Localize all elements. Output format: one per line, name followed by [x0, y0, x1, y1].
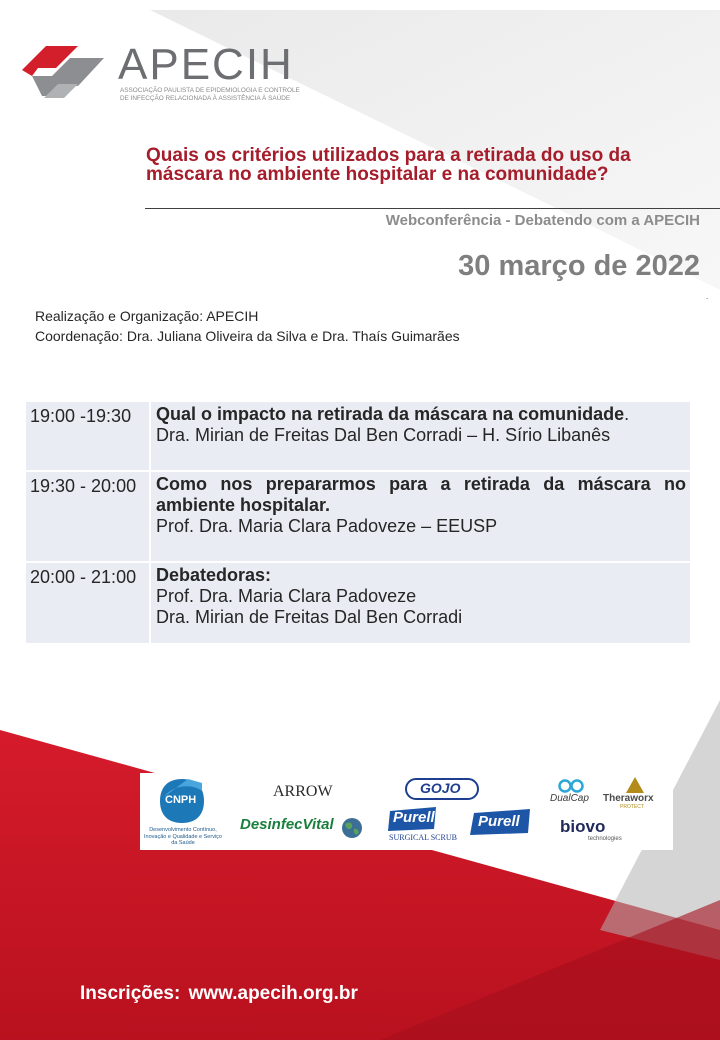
desinfecvital-logo: DesinfecVital	[240, 816, 334, 833]
biovo-subtitle: technologies	[588, 836, 622, 842]
coordenacao-text: Coordenação: Dra. Juliana Oliveira da Silva e Dra. Thaís Guimarães	[35, 328, 460, 344]
divider	[145, 208, 720, 209]
globe-icon	[340, 817, 364, 839]
purell-label-2: Purell	[478, 813, 520, 830]
logo-name: APECIH	[118, 40, 294, 89]
realizacao-text: Realização e Organização: APECIH	[35, 308, 259, 324]
agenda-time: 19:30 - 20:00	[26, 471, 150, 562]
table-row	[26, 402, 690, 471]
dualcap-icon	[556, 779, 586, 793]
cnph-subtitle: Desenvolvimento Contínuo, Inovação e Qualidade e Serviço da Saúde	[144, 827, 222, 846]
logo-subtitle-line: ASSOCIAÇÃO PAULISTA DE EPIDEMIOLOGIA E CONTROLE	[120, 87, 300, 94]
agenda-title-suffix: .	[624, 404, 630, 424]
agenda-speaker: Prof. Dra. Maria Clara Padoveze	[156, 586, 417, 606]
dot-mark: .	[706, 292, 709, 301]
apecih-logo	[22, 40, 302, 104]
agenda-title: Como nos prepararmos para a retirada da máscara no ambiente hospitalar.	[156, 474, 686, 515]
agenda-speaker: Prof. Dra. Maria Clara Padoveze – EEUSP	[156, 516, 498, 536]
event-type: Webconferência - Debatendo com a APECIH	[385, 212, 700, 229]
agenda-title: Debatedoras:	[156, 565, 272, 585]
theraworx-icon	[626, 777, 644, 793]
registration-link[interactable]: Inscrições: www.apecih.org.br	[80, 983, 358, 1004]
dualcap-label: DualCap	[550, 793, 589, 804]
sponsors-panel	[140, 773, 673, 850]
agenda-description	[150, 402, 690, 471]
agenda-time: 20:00 - 21:00	[26, 562, 150, 643]
agenda-time: 19:00 -19:30	[26, 402, 150, 471]
purell-label: Purell	[393, 809, 435, 826]
logo-subtitle	[120, 87, 300, 102]
table-row	[26, 471, 690, 562]
agenda-title: Qual o impacto na retirada da máscara na comunidade	[156, 404, 625, 424]
logo-subtitle-line: DE INFECÇÃO RELACIONADA À ASSISTÊNCIA À SAÚDE	[120, 94, 291, 102]
agenda-description	[150, 562, 690, 643]
arrow-logo: ARROW	[273, 783, 333, 800]
agenda-title-line	[156, 404, 686, 425]
theraworx-subtitle: PROTECT	[620, 804, 644, 810]
biovo-logo: biovo	[560, 817, 606, 836]
agenda-table	[26, 402, 690, 643]
theraworx-label: Theraworx	[603, 793, 654, 804]
event-date: 30 março de 2022	[458, 250, 700, 282]
surgical-scrub-label: SURGICAL SCRUB	[389, 833, 457, 842]
organization-info	[35, 306, 460, 346]
gojo-label: GOJO	[420, 780, 461, 796]
agenda-description	[150, 471, 690, 562]
table-row	[26, 562, 690, 643]
logo-mark-icon	[22, 46, 104, 100]
headline: Quais os critérios utilizados para a retirada do uso da máscara no ambiente hospitalar e na comunidade?	[146, 145, 631, 185]
cnph-label: CNPH	[165, 794, 197, 806]
agenda-speaker: Dra. Mirian de Freitas Dal Ben Corradi	[156, 607, 463, 627]
agenda-speaker: Dra. Mirian de Freitas Dal Ben Corradi – H. Sírio Libanês	[156, 425, 611, 445]
